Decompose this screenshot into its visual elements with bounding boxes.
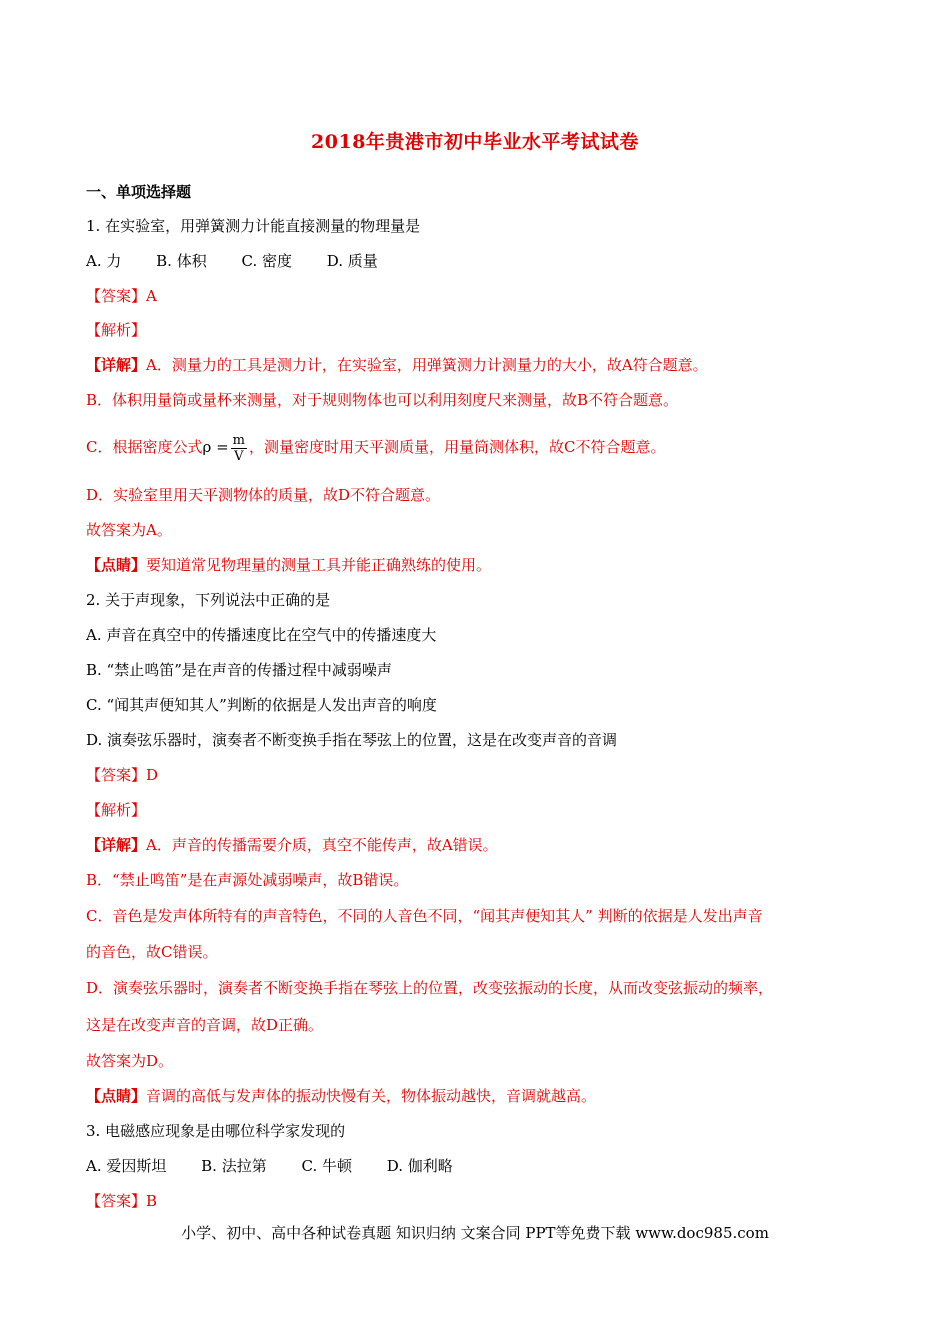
q1-tip [86, 555, 491, 575]
q2-conclusion: 故答案为D。 [86, 1052, 174, 1070]
q1-option-c: C. 密度 [241, 252, 292, 270]
q1-analysis-label: 【解析】 [86, 321, 147, 339]
q3-stem: 3. 电磁感应现象是由哪位科学家发现的 [86, 1122, 346, 1140]
q2-detail-c-line1: C．音色是发声体所特有的声音特色，不同的人音色不同，“闻其声便知其人” 判断的依据是人发出声音 [86, 907, 763, 925]
q2-detail-tag: 【详解】 [86, 836, 147, 854]
q3-option-d: D. 伽利略 [386, 1157, 453, 1175]
q3-answer: 【答案】B [86, 1192, 158, 1210]
q1-detail-a [86, 355, 708, 375]
q2-option-d: D. 演奏弦乐器时，演奏者不断变换手指在琴弦上的位置，这是在改变声音的音调 [86, 731, 618, 749]
q1-detail-c [86, 429, 665, 465]
q1-option-a: A. 力 [86, 252, 122, 270]
q1-options [86, 251, 408, 271]
density-formula-fraction [231, 433, 247, 464]
q2-stem: 2. 关于声现象，下列说法中正确的是 [86, 591, 331, 609]
q2-detail-c-line2: 的音色，故C错误。 [86, 943, 218, 961]
q1-detail-tag: 【详解】 [86, 356, 147, 374]
q2-detail-a-text: A．声音的传播需要介质，真空不能传声，故A错误。 [146, 836, 498, 854]
page-footer: 小学、初中、高中各种试卷真题 知识归纳 文案合同 PPT等免费下载 www.doc985.com [181, 1224, 769, 1242]
q3-option-a: A. 爱因斯坦 [86, 1157, 167, 1175]
q2-option-c: C. “闻其声便知其人”判断的依据是人发出声音的响度 [86, 696, 437, 714]
q2-tip-text: 音调的高低与发声体的振动快慢有关，物体振动越快，音调就越高。 [146, 1087, 597, 1105]
q1-detail-b: B．体积用量筒或量杯来测量，对于规则物体也可以利用刻度尺来测量，故B不符合题意。 [86, 391, 679, 409]
q2-detail-b: B．“禁止鸣笛”是在声源处减弱噪声，故B错误。 [86, 871, 409, 889]
q2-detail-d-line2: 这是在改变声音的音调，故D正确。 [86, 1016, 324, 1034]
q2-tip [86, 1086, 596, 1106]
q1-tip-text: 要知道常见物理量的测量工具并能正确熟练的使用。 [146, 556, 492, 574]
q1-answer: 【答案】A [86, 287, 157, 305]
q1-option-d: D. 质量 [326, 252, 378, 270]
q3-option-b: B. 法拉第 [201, 1157, 267, 1175]
q3-option-c: C. 牛顿 [301, 1157, 352, 1175]
section-heading: 一、单项选择题 [86, 183, 192, 201]
page-title: 2018年贵港市初中毕业水平考试试卷 [311, 131, 639, 153]
q1-conclusion: 故答案为A。 [86, 521, 172, 539]
q2-tip-tag: 【点睛】 [86, 1087, 147, 1105]
q2-analysis-label: 【解析】 [86, 801, 147, 819]
q1-detail-c-pre: C．根据密度公式 [86, 438, 203, 456]
formula-denominator: V [234, 448, 244, 464]
q1-option-b: B. 体积 [156, 252, 207, 270]
q2-detail-a [86, 835, 498, 855]
q1-detail-a-text: A．测量力的工具是测力计，在实验室，用弹簧测力计测量力的大小，故A符合题意。 [146, 356, 708, 374]
q3-options [86, 1156, 483, 1176]
q1-detail-c-post: ，测量密度时用天平测质量，用量筒测体积，故C不符合题意。 [248, 438, 666, 456]
q2-detail-d-line1: D．演奏弦乐器时，演奏者不断变换手指在琴弦上的位置，改变弦振动的长度，从而改变弦振动的频率， [86, 979, 774, 997]
q2-option-b: B. “禁止鸣笛”是在声音的传播过程中减弱噪声 [86, 661, 392, 679]
q1-stem: 1. 在实验室，用弹簧测力计能直接测量的物理量是 [86, 217, 421, 235]
q1-detail-d: D．实验室里用天平测物体的质量，故D不符合题意。 [86, 486, 441, 504]
q2-option-a: A. 声音在真空中的传播速度比在空气中的传播速度大 [86, 626, 437, 644]
q2-answer: 【答案】D [86, 766, 159, 784]
q1-tip-tag: 【点睛】 [86, 556, 147, 574]
formula-numerator: m [232, 432, 245, 448]
density-formula-lhs: ρ = [202, 438, 229, 456]
